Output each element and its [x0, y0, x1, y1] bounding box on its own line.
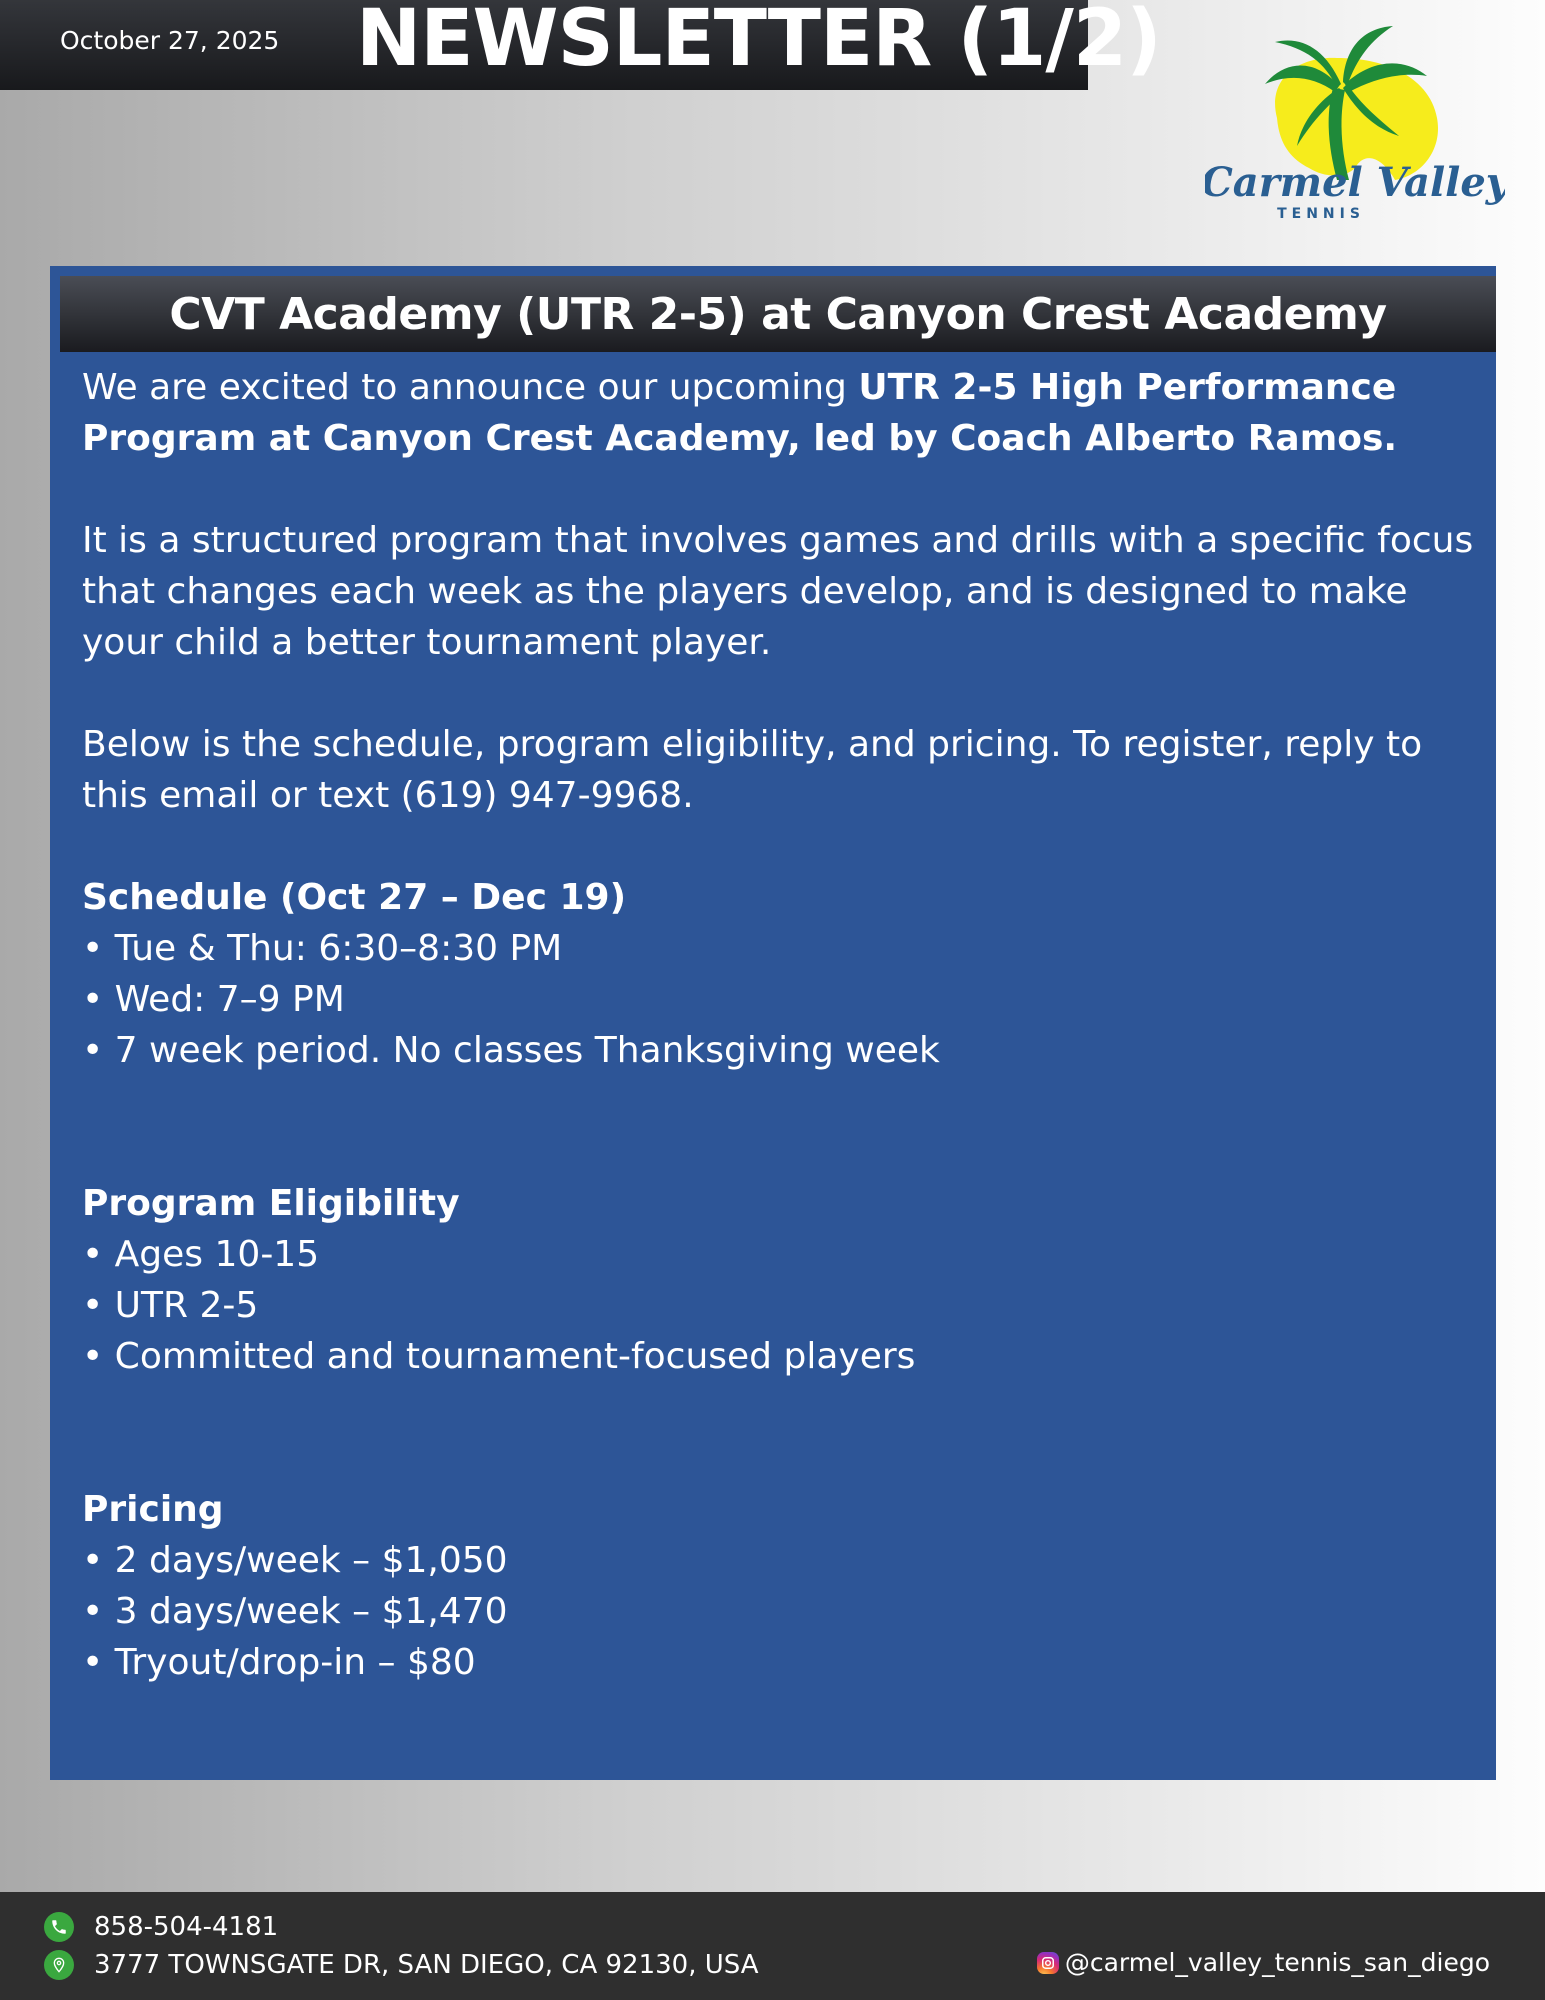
svg-text:Carmel Valley: Carmel Valley	[1205, 159, 1505, 206]
footer	[0, 1892, 1545, 2000]
program-card	[50, 266, 1496, 1780]
pricing-item: • Tryout/drop-in – $80	[82, 1642, 476, 1683]
pricing-heading: Pricing	[82, 1489, 224, 1530]
footer-address[interactable]	[44, 1950, 759, 1980]
eligibility-heading: Program Eligibility	[82, 1183, 460, 1224]
pricing-item: • 2 days/week – $1,050	[82, 1540, 508, 1581]
eligibility-item: • UTR 2-5	[82, 1285, 259, 1326]
svg-text:TENNIS: TENNIS	[1277, 206, 1365, 222]
intro-text: We are excited to announce our upcoming	[82, 367, 859, 408]
card-content	[82, 362, 1482, 1688]
phone-number: 858-504-4181	[94, 1912, 279, 1942]
pricing-item: • 3 days/week – $1,470	[82, 1591, 508, 1632]
schedule-heading: Schedule (Oct 27 – Dec 19)	[82, 877, 627, 918]
instagram-handle: @carmel_valley_tennis_san_diego	[1064, 1948, 1490, 1977]
intro-paragraph	[82, 362, 1482, 464]
schedule-item: • Tue & Thu: 6:30–8:30 PM	[82, 928, 563, 969]
carmel-valley-tennis-logo	[1205, 18, 1505, 228]
location-pin-icon	[44, 1950, 74, 1980]
eligibility-item: • Ages 10-15	[82, 1234, 320, 1275]
address-text: 3777 TOWNSGATE DR, SAN DIEGO, CA 92130, USA	[94, 1950, 759, 1980]
card-title: CVT Academy (UTR 2-5) at Canyon Crest Academy	[169, 288, 1387, 340]
phone-icon	[44, 1912, 74, 1942]
top-bar	[0, 0, 1161, 90]
eligibility-item: • Committed and tournament-focused players	[82, 1336, 916, 1377]
card-header	[60, 276, 1496, 352]
footer-phone[interactable]	[44, 1912, 278, 1942]
schedule-item: • Wed: 7–9 PM	[82, 979, 345, 1020]
schedule-item: • 7 week period. No classes Thanksgiving week	[82, 1030, 940, 1071]
intro-highlight: UTR 2-5 High Performance Program at Canyon Crest Academy, led by Coach Alberto Ramos.	[82, 367, 1398, 459]
register-paragraph: Below is the schedule, program eligibility, and pricing. To register, reply to this email or text (619) 947-9968.	[82, 724, 1423, 816]
instagram-icon	[1037, 1952, 1059, 1974]
description-paragraph: It is a structured program that involves games and drills with a specific focus that changes each week as the players develop, and is designed to make your child a better tournament player.	[82, 520, 1474, 663]
newsletter-date: October 27, 2025	[60, 26, 280, 55]
footer-instagram[interactable]	[1037, 1948, 1490, 1977]
newsletter-title: NEWSLETTER (1/2)	[356, 0, 1161, 84]
